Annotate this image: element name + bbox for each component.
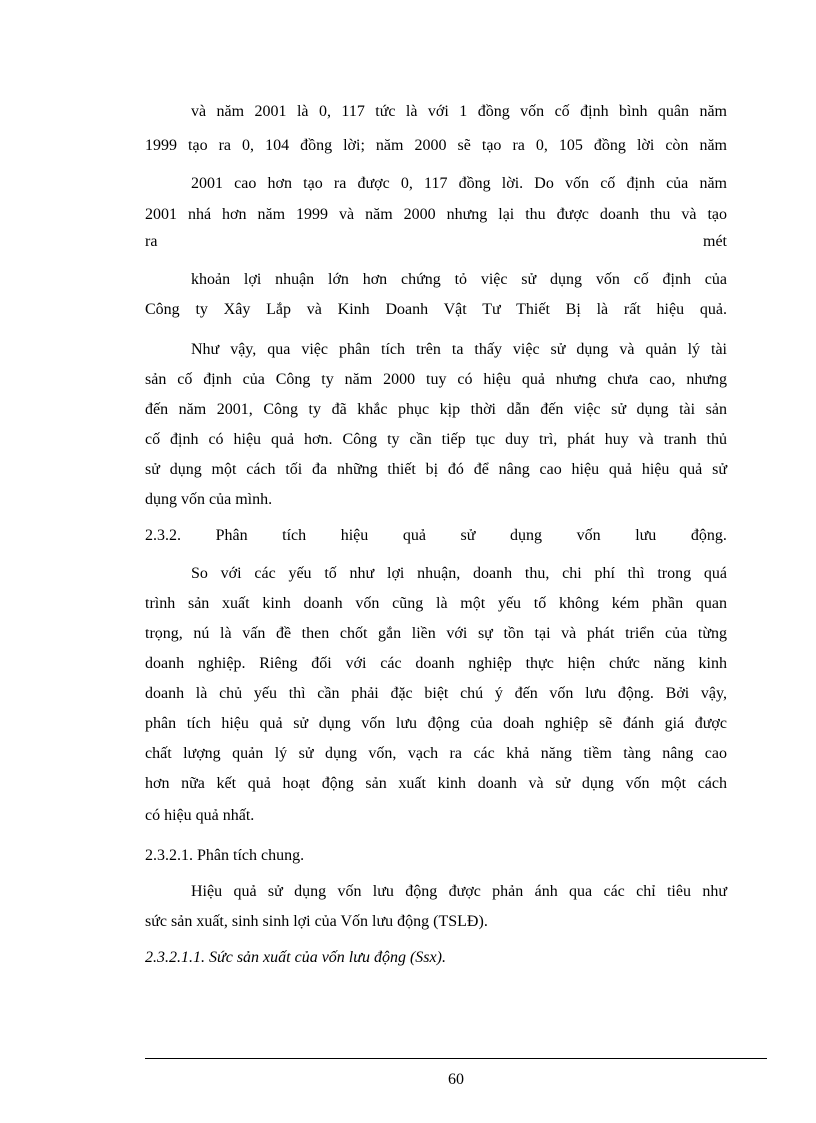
text-line: Công ty Xây Lắp và Kinh Doanh Vật Tư Thiết Bị là rất hiệu quả. — [145, 301, 727, 318]
text-line: doanh nghiệp. Riêng đối với các doanh nghiệp thực hiện chức năng kinh — [145, 655, 727, 672]
text-line: đến năm 2001, Công ty đã khắc phục kịp thời dẫn đến việc sử dụng tài sản — [145, 401, 727, 418]
text-line: sức sản xuất, sinh sinh lợi của Vốn lưu động (TSLĐ). — [145, 913, 488, 930]
heading-word: 2.3.2. — [145, 527, 181, 544]
heading-word: quả — [402, 527, 426, 544]
text-line: và năm 2001 là 0, 117 tức là với 1 đồng vốn cố định bình quân năm — [191, 103, 727, 120]
text-line: sử dụng một cách tối đa những thiết bị đó để nâng cao hiệu quả hiệu quả sử — [145, 461, 727, 478]
text-line: doanh là chủ yếu thì cần phải đặc biệt chú ý đến vốn lưu động. Bởi vậy, — [145, 685, 727, 702]
heading-word: dụng — [510, 527, 543, 544]
split-line-right: mét — [703, 233, 727, 250]
split-line — [145, 232, 727, 252]
footer-divider — [145, 1058, 767, 1059]
heading-2-3-2-1-1: 2.3.2.1.1. Sức sản xuất của vốn lưu động (Ssx). — [145, 949, 446, 966]
heading-word: sử — [460, 527, 476, 544]
text-line: dụng vốn của mình. — [145, 491, 273, 508]
heading-word: tích — [282, 527, 307, 544]
text-line: có hiệu quả nhất. — [145, 807, 255, 824]
heading-2-3-2-1: 2.3.2.1. Phân tích chung. — [145, 847, 305, 864]
split-line-left: ra — [145, 233, 158, 250]
text-line: cố định có hiệu quả hơn. Công ty cần tiếp tục duy trì, phát huy và tranh thủ — [145, 431, 727, 448]
page-number: 60 — [448, 1071, 464, 1088]
text-line: trọng, nú là vấn đề then chốt gắn liền với sự tồn tại và phát triển của từng — [145, 625, 727, 642]
text-line: 2001 cao hơn tạo ra được 0, 117 đồng lời. Do vốn cố định của năm — [191, 175, 727, 192]
text-line: 2001 nhá hơn năm 1999 và năm 2000 nhưng lại thu được doanh thu và tạo — [145, 206, 727, 223]
heading-word: lưu — [635, 527, 657, 544]
heading-word: vốn — [576, 527, 601, 544]
text-line: hơn nữa kết quả hoạt động sản xuất kinh doanh và sử dụng vốn một cách — [145, 775, 727, 792]
text-line: sản cố định của Công ty năm 2000 tuy có hiệu quả nhưng chưa cao, nhưng — [145, 371, 727, 388]
heading-word: Phân — [215, 527, 248, 544]
heading-word: hiệu — [340, 527, 369, 544]
text-line: Như vậy, qua việc phân tích trên ta thấy việc sử dụng và quản lý tài — [191, 341, 727, 358]
heading-2-3-2 — [145, 526, 727, 546]
text-line: khoản lợi nhuận lớn hơn chứng tỏ việc sử dụng vốn cố định của — [191, 271, 727, 288]
text-line: trình sản xuất kinh doanh vốn cũng là một yếu tố không kém phần quan — [145, 595, 727, 612]
heading-word: động. — [690, 527, 727, 544]
text-line: So với các yếu tố như lợi nhuận, doanh thu, chi phí thì trong quá — [191, 565, 727, 582]
text-line: phân tích hiệu quả sử dụng vốn lưu động của doah nghiệp sẽ đánh giá được — [145, 715, 727, 732]
text-line: chất lượng quản lý sử dụng vốn, vạch ra các khả năng tiềm tàng nâng cao — [145, 745, 727, 762]
text-line: Hiệu quả sử dụng vốn lưu động được phản ánh qua các chỉ tiêu như — [191, 883, 727, 900]
text-line: 1999 tạo ra 0, 104 đồng lời; năm 2000 sẽ tạo ra 0, 105 đồng lời còn năm — [145, 137, 727, 154]
